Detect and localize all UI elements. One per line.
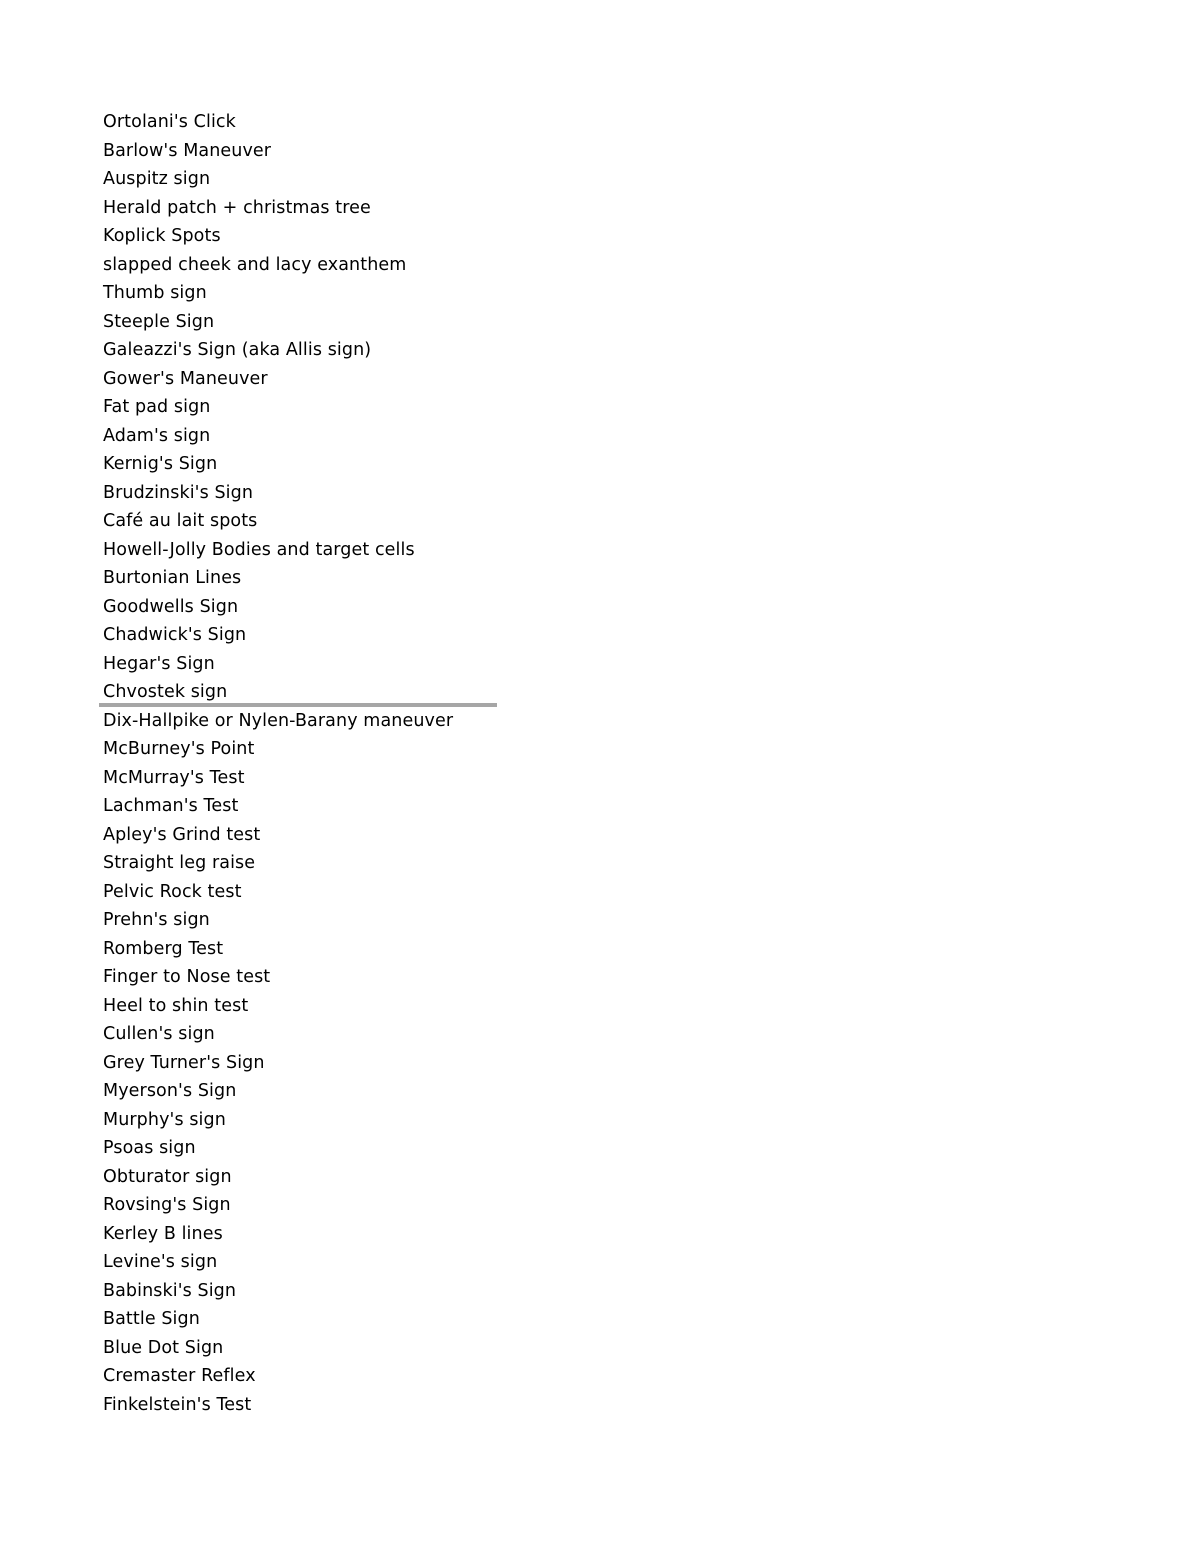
list-item: McMurray's Test xyxy=(103,767,245,788)
list-item: Finkelstein's Test xyxy=(103,1394,252,1415)
list-item: Obturator sign xyxy=(103,1166,232,1187)
list-item: Myerson's Sign xyxy=(103,1081,237,1101)
list-item: Burtonian Lines xyxy=(103,568,242,588)
list-item: Chadwick's Sign xyxy=(103,625,247,645)
list-item: Goodwells Sign xyxy=(103,596,239,617)
list-item: Psoas sign xyxy=(103,1138,196,1158)
list-item: Levine's sign xyxy=(103,1252,218,1272)
list-item: Auspitz sign xyxy=(103,169,211,189)
list-item: Barlow's Maneuver xyxy=(103,140,272,161)
list-item: Blue Dot Sign xyxy=(103,1337,224,1358)
list-item: Howell-Jolly Bodies and target cells xyxy=(103,539,415,560)
list-item: Gower's Maneuver xyxy=(103,368,268,389)
list-item: Fat pad sign xyxy=(103,397,211,417)
list-item: Cullen's sign xyxy=(103,1024,215,1044)
list-item: Battle Sign xyxy=(103,1309,200,1329)
list-item: Grey Turner's Sign xyxy=(103,1052,265,1073)
list-item: Murphy's sign xyxy=(103,1109,226,1130)
list-item: Babinski's Sign xyxy=(103,1280,237,1301)
list-item: Heel to shin test xyxy=(103,995,249,1016)
list-item: Koplick Spots xyxy=(103,226,221,246)
list-item: Herald patch + christmas tree xyxy=(103,197,371,218)
list-item: Ortolani's Click xyxy=(103,112,236,132)
list-item: Rovsing's Sign xyxy=(103,1195,231,1215)
list-item: Brudzinski's Sign xyxy=(103,482,254,503)
list-item: Apley's Grind test xyxy=(103,824,261,845)
list-item: Pelvic Rock test xyxy=(103,881,242,902)
list-item: Chvostek sign xyxy=(103,682,228,702)
list-item: Galeazzi's Sign (aka Allis sign) xyxy=(103,340,372,360)
list-item: Café au lait spots xyxy=(103,511,258,531)
list-item: Straight leg raise xyxy=(103,853,256,873)
list-item: slapped cheek and lacy exanthem xyxy=(103,254,407,275)
list-item: Adam's sign xyxy=(103,425,211,446)
list-item: Steeple Sign xyxy=(103,311,215,332)
list-item: Hegar's Sign xyxy=(103,653,215,674)
list-item: Prehn's sign xyxy=(103,910,210,930)
list-item: McBurney's Point xyxy=(103,739,255,759)
list-item: Kernig's Sign xyxy=(103,454,218,474)
list-item: Romberg Test xyxy=(103,938,224,959)
list-item: Finger to Nose test xyxy=(103,967,271,987)
term-list xyxy=(103,108,453,1419)
list-item: Kerley B lines xyxy=(103,1223,223,1244)
list-item: Dix-Hallpike or Nylen-Barany maneuver xyxy=(103,710,454,731)
list-item: Thumb sign xyxy=(103,283,207,303)
list-item: Cremaster Reflex xyxy=(103,1366,256,1386)
separator-line xyxy=(99,703,497,707)
list-item: Lachman's Test xyxy=(103,796,239,816)
